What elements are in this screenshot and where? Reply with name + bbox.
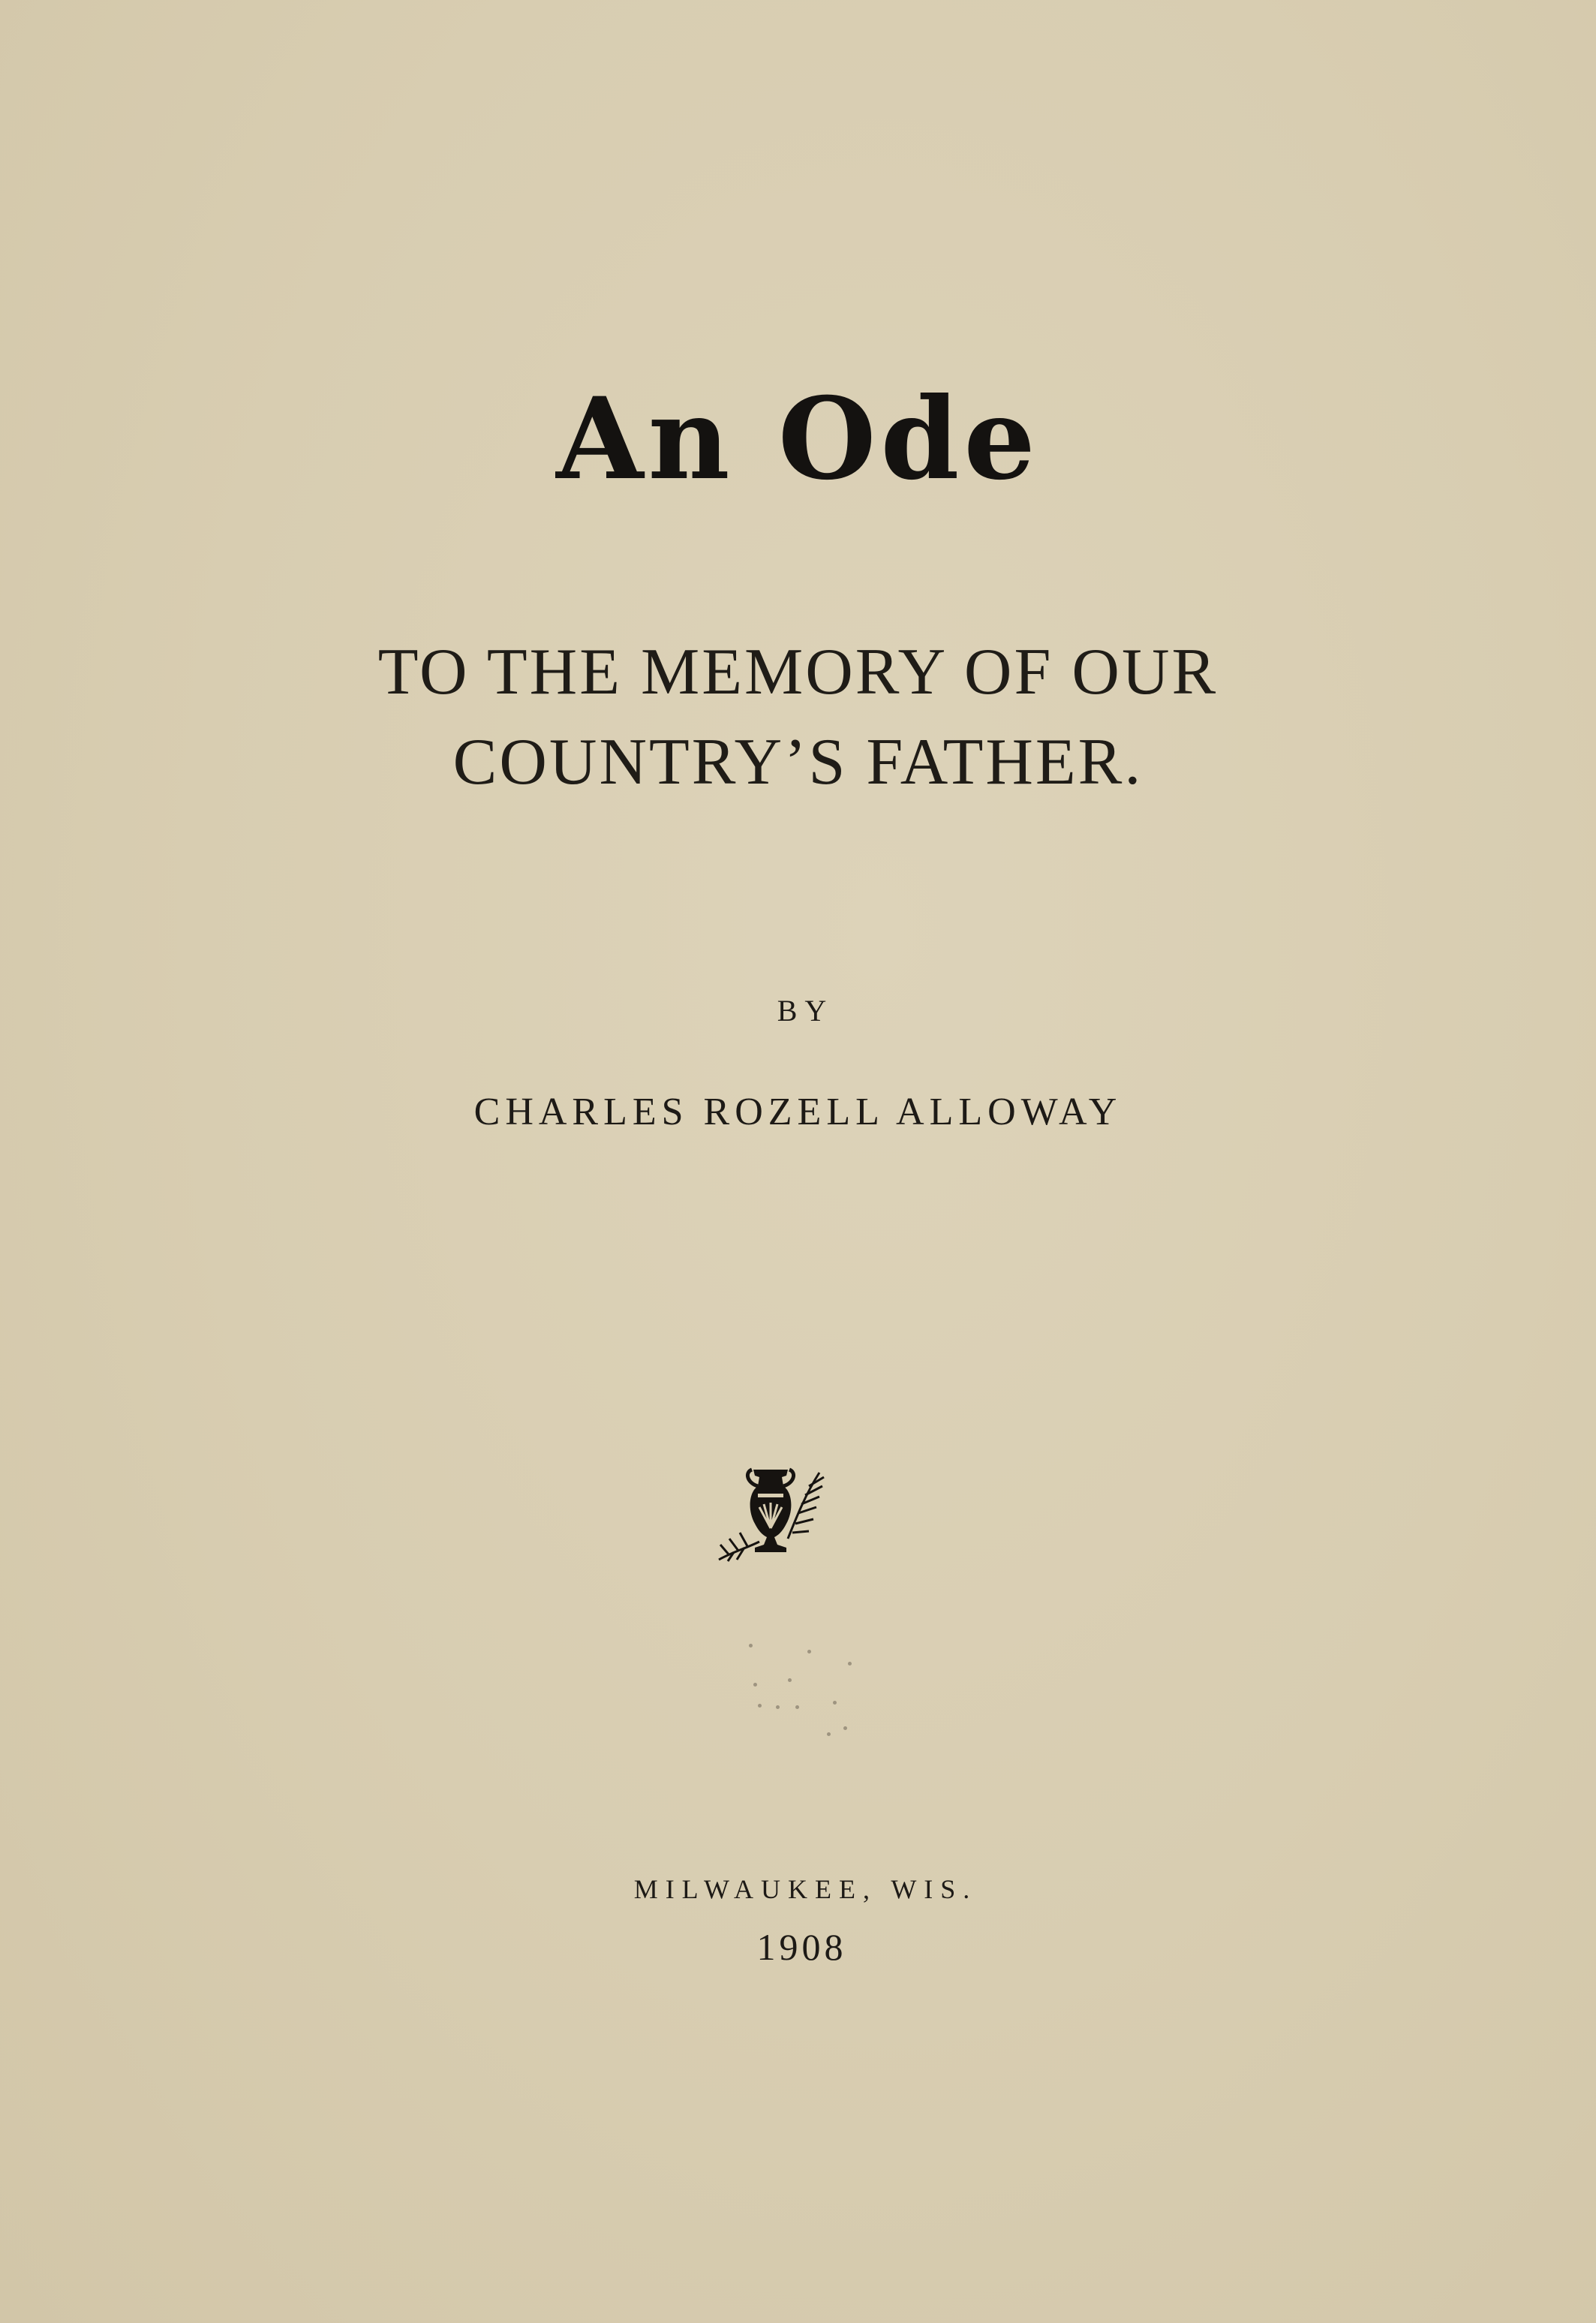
- paper-speckles: [743, 1636, 863, 1749]
- publication-place: MILWAUKEE, WIS.: [633, 1874, 978, 1904]
- urn-ornament-icon: [714, 1464, 827, 1563]
- by-label: BY: [777, 994, 834, 1028]
- subtitle-line-2: COUNTRY’S FATHER.: [452, 726, 1144, 799]
- author-name: CHARLES ROZELL ALLOWAY: [473, 1091, 1123, 1133]
- page-title: An Ode: [556, 373, 1040, 505]
- publication-year: 1908: [756, 1926, 847, 1968]
- subtitle-line-1: TO THE MEMORY OF OUR: [377, 636, 1219, 709]
